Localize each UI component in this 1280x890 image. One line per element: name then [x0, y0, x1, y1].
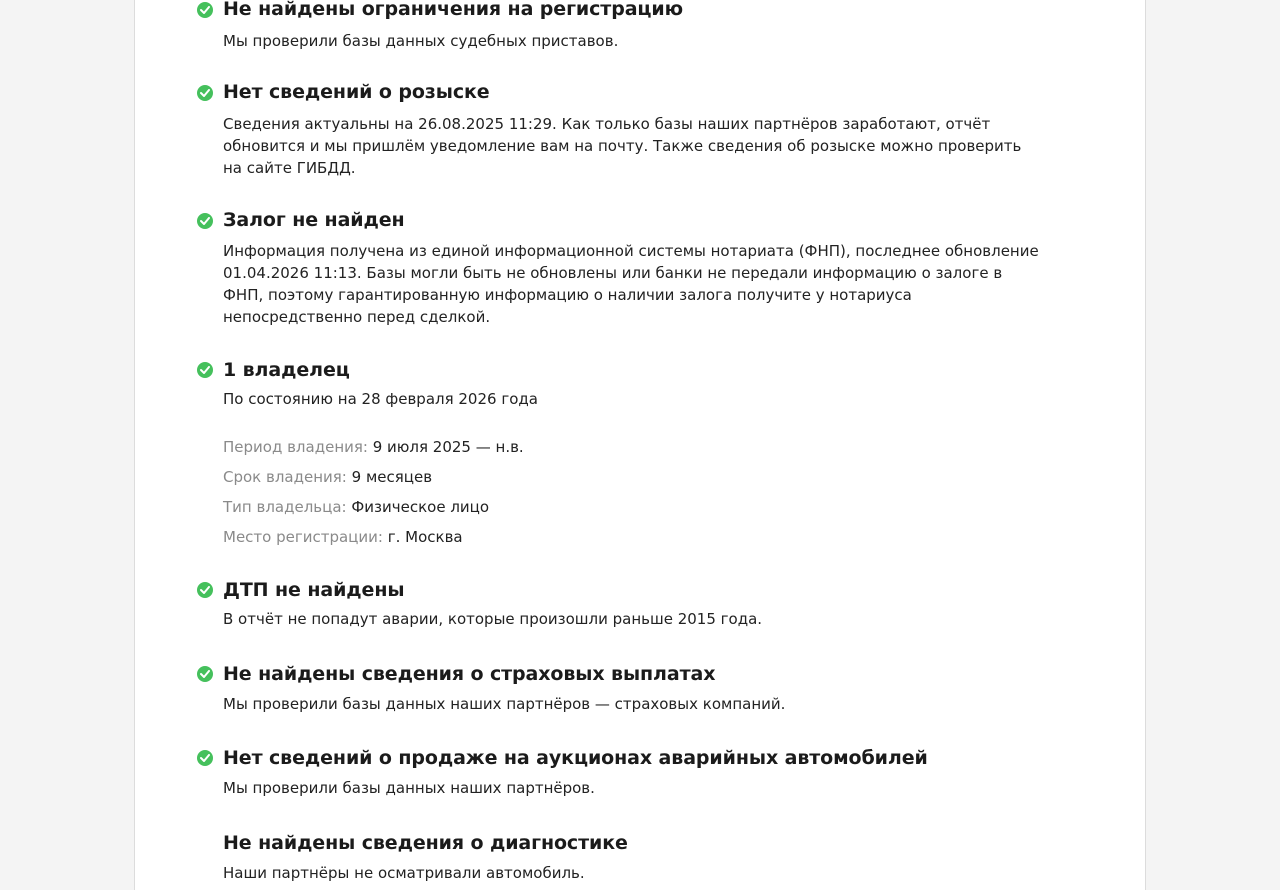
ownership-duration-label: Срок владения: [223, 468, 347, 486]
ownership-duration-value: 9 месяцев [351, 468, 433, 486]
registration-place-value: г. Москва [387, 528, 463, 546]
report-card [134, 0, 1146, 890]
section-title-insurance-payouts: Не найдены сведения о страховых выплатах [223, 663, 716, 685]
section-description-wanted: Сведения актуальны на 26.08.2025 11:29. Как только базы наших партнёров заработают, отчёт обновится и мы пришлём уведомление вам на почту. Также сведения об розыске можно проверить на сайте ГИБДД. [223, 115, 1022, 177]
section-description-owners: По состоянию на 28 февраля 2026 года [223, 390, 538, 408]
section-title-accidents: ДТП не найдены [223, 579, 405, 601]
ownership-duration-row [223, 466, 432, 488]
section-description-accidents: В отчёт не попадут аварии, которые произошли раньше 2015 года. [223, 610, 763, 628]
ownership-period-row [223, 436, 524, 458]
registration-place-row [223, 526, 463, 548]
check-circle-icon [197, 750, 213, 766]
section-description-pledge: Информация получена из единой информационной системы нотариата (ФНП), последнее обновление 01.04.2026 11:13. Базы могли быть не обновлены или банки не передали информацию о залоге в ФНП, поэтому гарантированную информацию о наличии залога получите у нотариуса непосредственно перед сделкой. [223, 242, 1039, 326]
section-description-diagnostics: Наши партнёры не осматривали автомобиль. [223, 864, 585, 882]
ownership-period-value: 9 июля 2025 — н.в. [372, 438, 524, 456]
registration-place-label: Место регистрации: [223, 528, 383, 546]
check-circle-icon [197, 362, 213, 378]
section-title-pledge: Залог не найден [223, 209, 405, 231]
owner-type-label: Тип владельца: [223, 498, 347, 516]
section-title-owners: 1 владелец [223, 359, 350, 381]
section-description-insurance-payouts: Мы проверили базы данных наших партнёров — страховых компаний. [223, 695, 786, 713]
check-circle-icon [197, 213, 213, 229]
section-title-auctions: Нет сведений о продаже на аукционах аварийных автомобилей [223, 747, 928, 769]
ownership-period-label: Период владения: [223, 438, 368, 456]
section-description-registration-restrictions: Мы проверили базы данных судебных приставов. [223, 32, 619, 50]
section-title-registration-restrictions: Не найдены ограничения на регистрацию [223, 0, 684, 20]
section-description-auctions: Мы проверили базы данных наших партнёров. [223, 779, 595, 797]
check-circle-icon [197, 582, 213, 598]
check-circle-icon [197, 2, 213, 18]
owner-type-value: Физическое лицо [351, 498, 490, 516]
section-title-diagnostics: Не найдены сведения о диагностике [223, 832, 628, 854]
owner-type-row [223, 496, 489, 518]
check-circle-icon [197, 666, 213, 682]
check-circle-icon [197, 85, 213, 101]
section-title-wanted: Нет сведений о розыске [223, 81, 490, 103]
